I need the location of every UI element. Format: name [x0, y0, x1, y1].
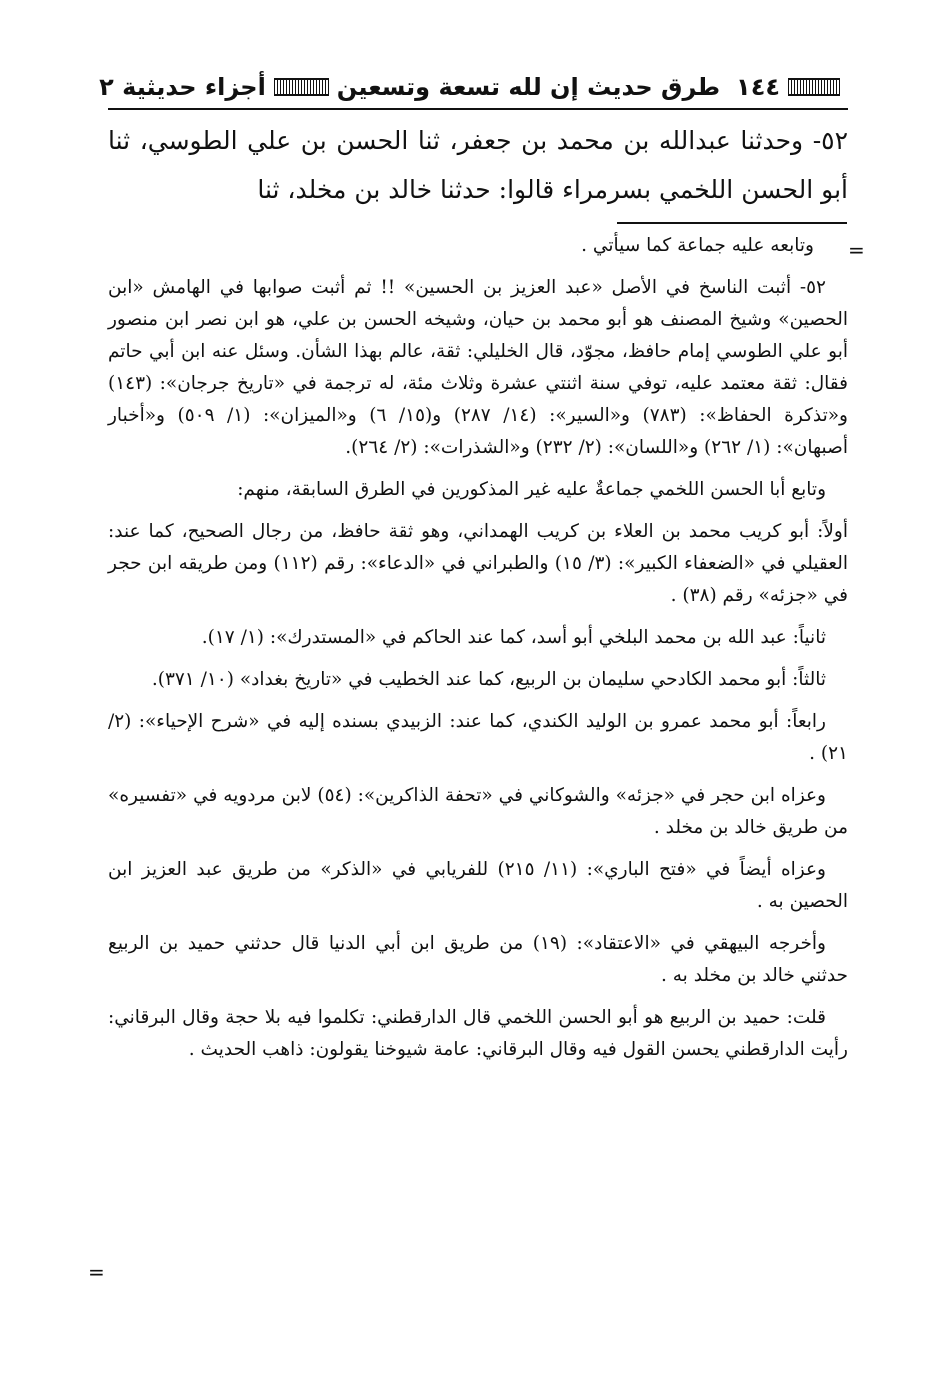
- footnotes: [108, 230, 848, 1076]
- footnote-paragraph: وأخرجه البيهقي في «الاعتقاد»: (١٩) من طريق ابن أبي الدنيا قال حدثني حميد بن الربيع حدثني خالد بن مخلد به .: [108, 933, 848, 986]
- footnote-paragraph: ثانياً: عبد الله بن محمد البلخي أبو أسد، كما عند الحاكم في «المستدرك»: (١/ ١٧).: [201, 627, 826, 648]
- footnote-paragraph: ٥٢- أثبت الناسخ في الأصل «عبد العزيز بن الحسين» !! ثم أثبت صوابها في الهامش «ابن الحصين» وشيخ المصنف هو أبو محمد بن حيان، وشيخه الحسن بن علي، هو ابن نصر ابن منصور أبو علي الطوسي إمام حافظ، مجوّد، قال الخليلي: ثقة، عالم بهذا الشأن. وسئل عنه ابن أبي حاتم فقال: ثقة معتمد عليه، توفي سنة اثنتي عشرة وثلاث مئة، له ترجمة في «تاريخ جرجان»: (١٤٣) و«تذكرة الحفاظ»: (٧٨٣) و«السير»: (١٤/ ٢٨٧) و(١٥/ ٦) و«الميزان»: (١/ ٥٠٩) و«أخبار أصبهان»: (١/ ٢٦٢) و«اللسان»: (٢/ ٢٣٢) و«الشذرات»: (٢/ ٢٦٤).: [108, 277, 848, 458]
- footnote-separator: [617, 222, 847, 224]
- footnote-paragraph: أولاً: أبو كريب محمد بن العلاء بن كريب الهمداني، وهو ثقة حافظ، من رجال الصحيح، كما عند: العقيلي في «الضعفاء الكبير»: (٣/ ١٥) والطبراني في «الدعاء»: رقم (١١٢) ومن طريقه ابن حجر في «جزئه» رقم (٣٨) .: [108, 521, 848, 606]
- header-rule: [108, 108, 848, 110]
- page-header: [99, 66, 848, 108]
- continuation-mark: =: [848, 238, 865, 262]
- header-ornament-bar: [274, 78, 329, 96]
- end-continuation-mark: =: [88, 1260, 105, 1284]
- footnote-paragraph: ثالثاً: أبو محمد الكادحي سليمان بن الربيع، كما عند الخطيب في «تاريخ بغداد» (١٠/ ٣٧١).: [151, 669, 826, 690]
- footnote-paragraph: وعزاه ابن حجر في «جزئه» والشوكاني في «تحفة الذاكرين»: (٥٤) لابن مردويه في «تفسيره» من طريق خالد بن مخلد .: [108, 785, 848, 838]
- footnote-paragraph: وعزاه أيضاً في «فتح الباري»: (١١/ ٢١٥) للفريابي في «الذكر» من طريق عبد العزيز ابن الحصين به .: [108, 859, 848, 912]
- footnote-paragraph: وتابعه عليه جماعة كما سيأتي .: [581, 235, 814, 256]
- header-ornament-bar: [788, 78, 840, 96]
- running-title: طرق حديث إن لله تسعة وتسعين: [336, 73, 721, 101]
- footnote-paragraph: رابعاً: أبو محمد عمرو بن الوليد الكندي، كما عند: الزبيدي بسنده إليه في «شرح الإحياء»: (٢/ ٢١) .: [108, 711, 848, 764]
- page-number: ١٤٤: [736, 73, 780, 101]
- hadith-text: ٥٢- وحدثنا عبدالله بن محمد بن جعفر، ثنا الحسن بن علي الطوسي، ثنا أبو الحسن اللخمي بسرمراء قالوا: حدثنا خالد بن مخلد، ثنا: [108, 126, 848, 204]
- footnote-paragraph: قلت: حميد بن الربيع هو أبو الحسن اللخمي قال الدارقطني: تكلموا فيه بلا حجة وقال البرقاني: رأيت الدارقطني يحسن القول فيه وقال البرقاني: عامة شيوخنا يقولون: ذاهب الحديث .: [108, 1007, 848, 1060]
- footnote-paragraph: وتابع أبا الحسن اللخمي جماعةٌ عليه غير المذكورين في الطرق السابقة، منهم:: [237, 479, 826, 500]
- book-title: أجزاء حديثية ٢: [99, 73, 266, 101]
